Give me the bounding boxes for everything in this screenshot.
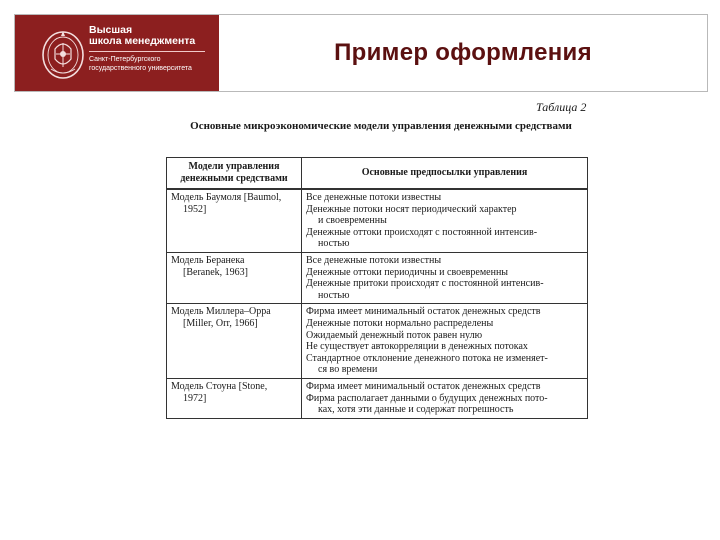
model-name-line: Модель Миллера–Орра bbox=[171, 306, 271, 318]
premise-line: Все денежные потоки известны bbox=[306, 192, 442, 203]
model-cell bbox=[167, 189, 302, 252]
premise-line: ностью bbox=[318, 238, 350, 250]
column-header-premises: Основные предпосылки управления bbox=[302, 158, 588, 190]
premise-line: и своевременны bbox=[318, 215, 387, 227]
logo-divider bbox=[89, 51, 205, 52]
premise-line: Денежные потоки носят периодический характер bbox=[306, 203, 517, 215]
premise-line: Денежные оттоки периодичны и своевременны bbox=[306, 266, 509, 278]
table-row bbox=[167, 304, 588, 379]
model-name-line: 1952] bbox=[183, 203, 207, 215]
premise-line: Денежные оттоки происходят с постоянной интенсив- bbox=[306, 226, 538, 238]
premises-cell bbox=[302, 252, 588, 303]
table-row bbox=[167, 252, 588, 303]
premise-line: ся во времени bbox=[318, 364, 378, 376]
premise-line: Ожидаемый денежный поток равен нулю bbox=[306, 329, 483, 341]
logo-subtitle: Санкт-Петербургского государственного университета bbox=[89, 56, 192, 72]
model-cell bbox=[167, 304, 302, 379]
table-number-label: Таблица 2 bbox=[536, 100, 587, 114]
premise-line: Денежные потоки нормально распределены bbox=[306, 317, 494, 329]
university-emblem-icon bbox=[39, 25, 87, 81]
premise-line: Стандартное отклонение денежного потока не изменяет- bbox=[306, 352, 548, 364]
premise-line: Фирма имеет минимальный остаток денежных средств bbox=[306, 306, 541, 318]
premise-line: Фирма имеет минимальный остаток денежных средств bbox=[306, 380, 541, 392]
premise-line: Не существует автокорреляции в денежных потоках bbox=[306, 341, 528, 353]
premises-cell bbox=[302, 378, 588, 418]
models-table bbox=[166, 157, 588, 419]
table-header-row bbox=[167, 158, 588, 190]
logo-text bbox=[89, 25, 217, 73]
model-name-line: Модель Баумоля [Baumol, bbox=[171, 192, 282, 203]
model-cell bbox=[167, 252, 302, 303]
slide-header bbox=[14, 14, 708, 92]
logo-block bbox=[15, 15, 219, 91]
premise-line: Все денежные потоки известны bbox=[306, 254, 442, 266]
table-caption: Основные микроэкономические модели управления денежными средствами bbox=[190, 120, 572, 132]
premise-line: Фирма располагает данными о будущих денежных пото- bbox=[306, 392, 548, 404]
model-name-line: Модель Беранека bbox=[171, 254, 245, 266]
model-name-line: [Miller, Orr, 1966] bbox=[183, 317, 258, 329]
table-row bbox=[167, 189, 588, 252]
model-name-line: 1972] bbox=[183, 392, 207, 404]
premise-line: ностью bbox=[318, 289, 350, 301]
column-header-models: Модели управления денежными средствами bbox=[167, 158, 302, 190]
premises-cell bbox=[302, 304, 588, 379]
table-row bbox=[167, 378, 588, 418]
table-body bbox=[167, 189, 588, 418]
premise-line: ках, хотя эти данные и содержат погрешность bbox=[318, 404, 514, 416]
model-cell bbox=[167, 378, 302, 418]
model-name-line: Модель Стоуна [Stone, bbox=[171, 380, 268, 392]
model-name-line: [Beranek, 1963] bbox=[183, 266, 248, 278]
slide-title: Пример оформления bbox=[334, 39, 592, 66]
logo-name: Высшая школа менеджмента bbox=[89, 24, 196, 47]
premises-cell bbox=[302, 189, 588, 252]
premise-line: Денежные притоки происходят с постоянной интенсив- bbox=[306, 278, 544, 290]
